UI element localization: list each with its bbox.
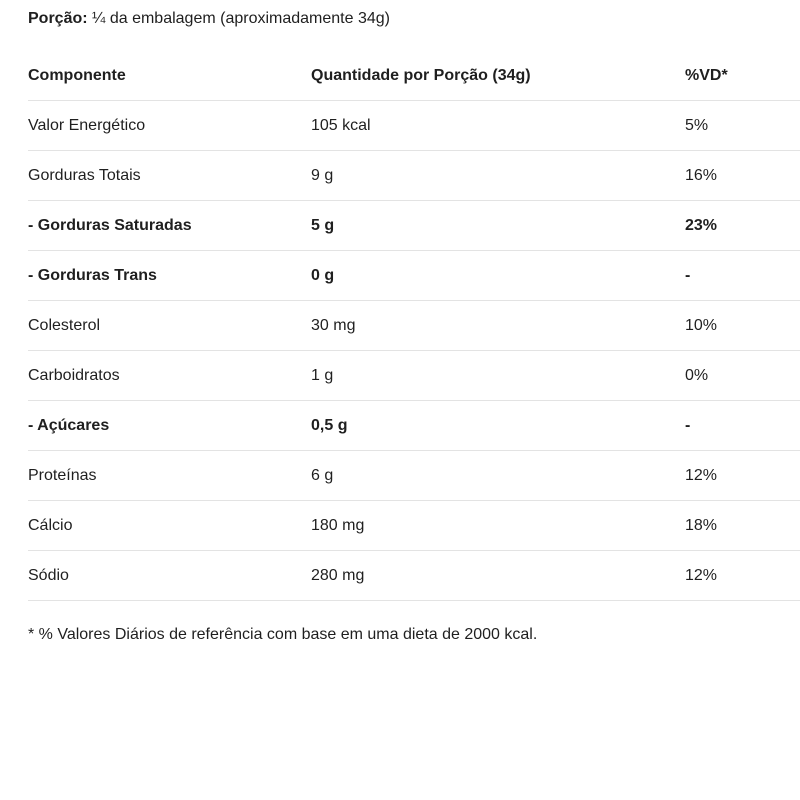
serving-size bbox=[28, 8, 390, 30]
serving-size-text: ¼ da embalagem (aproximadamente 34g) bbox=[92, 10, 390, 27]
quantity-cell: 0 g bbox=[311, 267, 335, 284]
quantity-cell: 0,5 g bbox=[311, 417, 348, 434]
table-row bbox=[28, 201, 800, 251]
component-cell: Gorduras Totais bbox=[28, 167, 141, 184]
quantity-cell: 30 mg bbox=[311, 317, 356, 334]
table-row bbox=[28, 401, 800, 451]
quantity-cell: 6 g bbox=[311, 467, 334, 484]
component-cell: Cálcio bbox=[28, 517, 73, 534]
header-daily-value: %VD* bbox=[685, 67, 728, 84]
component-cell: - Gorduras Trans bbox=[28, 267, 157, 284]
table-row bbox=[28, 151, 800, 201]
daily-value-cell: 12% bbox=[685, 467, 718, 484]
nutrition-table bbox=[28, 51, 800, 601]
quantity-cell: 9 g bbox=[311, 167, 334, 184]
component-cell: - Açúcares bbox=[28, 417, 110, 434]
quantity-cell: 1 g bbox=[311, 367, 334, 384]
daily-value-cell: 0% bbox=[685, 367, 709, 384]
table-row bbox=[28, 101, 800, 151]
table-row bbox=[28, 551, 800, 601]
header-quantity: Quantidade por Porção (34g) bbox=[311, 67, 531, 84]
component-cell: Proteínas bbox=[28, 467, 97, 484]
component-cell: Carboidratos bbox=[28, 367, 120, 384]
daily-value-cell: 23% bbox=[685, 217, 718, 234]
component-cell: Colesterol bbox=[28, 317, 101, 334]
component-cell: Valor Energético bbox=[28, 117, 146, 134]
component-cell: Sódio bbox=[28, 567, 69, 584]
table-row bbox=[28, 501, 800, 551]
daily-value-cell: 5% bbox=[685, 117, 709, 134]
table-row bbox=[28, 451, 800, 501]
quantity-cell: 5 g bbox=[311, 217, 335, 234]
quantity-cell: 280 mg bbox=[311, 567, 365, 584]
daily-value-footnote: * % Valores Diários de referência com base em uma dieta de 2000 kcal. bbox=[28, 626, 538, 643]
daily-value-cell: 12% bbox=[685, 567, 718, 584]
daily-value-cell: - bbox=[685, 267, 691, 284]
daily-value-cell: 18% bbox=[685, 517, 718, 534]
table-row bbox=[28, 251, 800, 301]
table-row bbox=[28, 351, 800, 401]
daily-value-cell: 10% bbox=[685, 317, 718, 334]
quantity-cell: 105 kcal bbox=[311, 117, 371, 134]
table-header-row bbox=[28, 51, 800, 101]
quantity-cell: 180 mg bbox=[311, 517, 365, 534]
table-row bbox=[28, 301, 800, 351]
serving-size-label: Porção: bbox=[28, 10, 88, 27]
header-component: Componente bbox=[28, 67, 126, 84]
component-cell: - Gorduras Saturadas bbox=[28, 217, 192, 234]
daily-value-cell: - bbox=[685, 417, 691, 434]
daily-value-cell: 16% bbox=[685, 167, 718, 184]
